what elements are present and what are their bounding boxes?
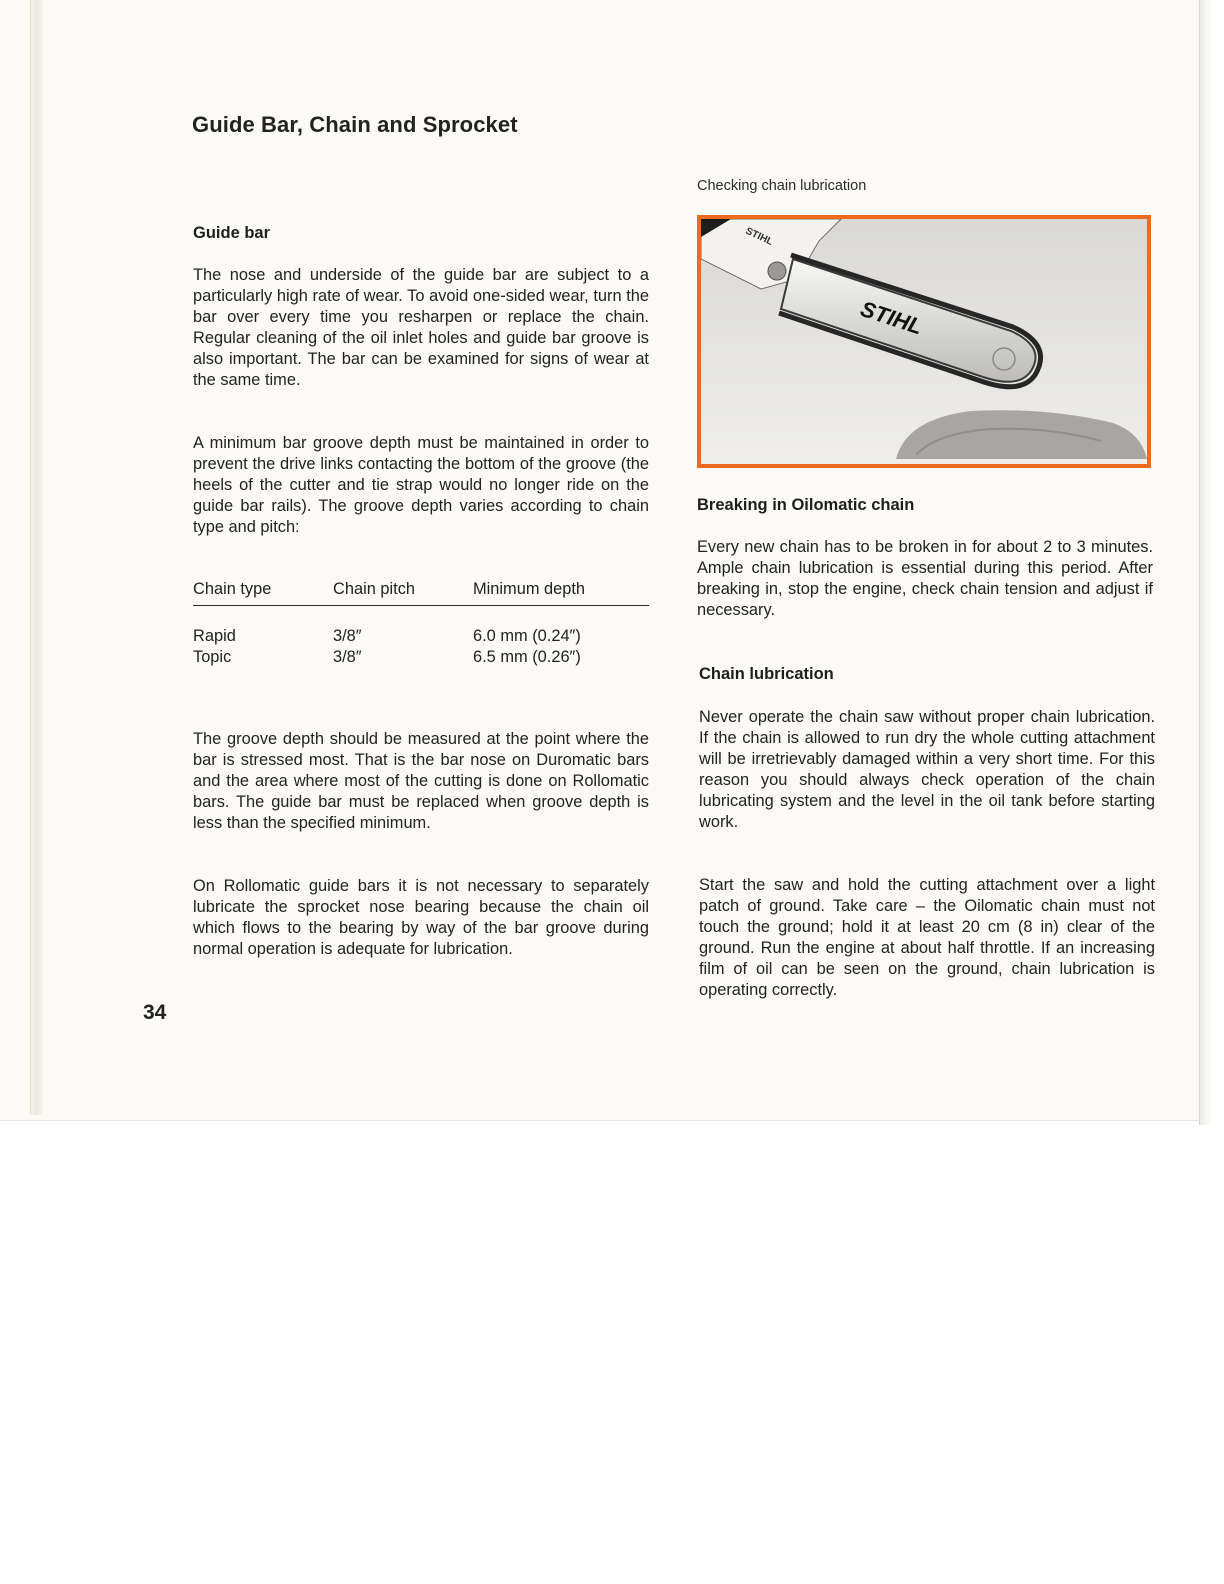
page-binding bbox=[30, 0, 43, 1115]
breaking-in-paragraph: Every new chain has to be broken in for about 2 to 3 minutes. Ample chain lubrication is essential during this period. After breaking in, stop the engine, check chain tension and adjust if necessary. bbox=[697, 538, 1153, 619]
bar-bolt-shape bbox=[768, 262, 786, 280]
photo-caption: Checking chain lubrication bbox=[697, 178, 867, 194]
table-header-chain-pitch: Chain pitch bbox=[333, 580, 473, 606]
lubrication-paragraph: Never operate the chain saw without proper chain lubrication. If the chain is allowed to run dry the whole cutting attachment will be irretrievably damaged within a very short time. For this reason you should always check operation of the chain lubricating system and the level in the oil tank before starting work. bbox=[699, 708, 1155, 831]
table-cell: 3/8″ bbox=[333, 627, 362, 645]
measurement-paragraph: The groove depth should be measured at the point where the bar is stressed most. That is the bar nose on Duromatic bars and the area where most of the cutting is done on Rollomatic bars. The guide bar must be replaced when groove depth is less than the specified minimum. bbox=[193, 730, 649, 832]
chain-lubrication-heading: Chain lubrication bbox=[699, 665, 834, 683]
table-header-minimum-depth: Minimum depth bbox=[473, 580, 649, 606]
table-cell: 3/8″ bbox=[333, 648, 362, 666]
table-header-chain-type: Chain type bbox=[193, 580, 333, 606]
table-cell: Topic bbox=[193, 648, 232, 666]
page-number: 34 bbox=[143, 1001, 167, 1024]
page-title: Guide Bar, Chain and Sprocket bbox=[192, 112, 518, 137]
chain-lubrication-photo bbox=[697, 215, 1151, 468]
rollomatic-paragraph: On Rollomatic guide bars it is not necessary to separately lubricate the sprocket nose bearing because the chain oil which flows to the bearing by way of the bar groove during normal operation is adequate for lubrication. bbox=[193, 877, 649, 958]
guide-bar-heading: Guide bar bbox=[193, 224, 271, 242]
table-header-row bbox=[193, 580, 649, 606]
guide-bar-paragraph: The nose and underside of the guide bar are subject to a particularly high rate of wear. To avoid one-sided wear, turn the bar over every time you resharpen or replace the chain. Regular cleaning of the oil inlet holes and guide bar groove is also important. The bar can be examined for signs of wear at the same time. bbox=[193, 266, 649, 389]
table-cell: Rapid bbox=[193, 627, 236, 645]
groove-depth-table bbox=[193, 580, 649, 668]
groove-depth-paragraph: A minimum bar groove depth must be maintained in order to prevent the drive links contacting the bottom of the groove (the heels of the cutter and tie strap would no longer ride on the guide bar rails). The groove depth varies according to chain type and pitch: bbox=[193, 434, 649, 536]
chainsaw-bar-illustration bbox=[701, 219, 1147, 464]
table-cell: 6.5 mm (0.26″) bbox=[473, 648, 581, 666]
housing-logo-text: STIHL bbox=[743, 225, 775, 248]
oil-test-paragraph: Start the saw and hold the cutting attachment over a light patch of ground. Take care – the Oilomatic chain must not touch the ground; hold it at least 20 cm (8 in) clear of the ground. Run the engine at about half throttle. If an increasing film of oil can be seen on the ground, chain lubrication is operating correctly. bbox=[699, 876, 1155, 999]
table-row bbox=[193, 647, 649, 668]
breaking-in-heading: Breaking in Oilomatic chain bbox=[697, 496, 915, 514]
page-edge bbox=[1199, 0, 1212, 1125]
table-row bbox=[193, 606, 649, 648]
bar-logo-text: STIHL bbox=[857, 295, 926, 340]
table-cell: 6.0 mm (0.24″) bbox=[473, 627, 581, 645]
